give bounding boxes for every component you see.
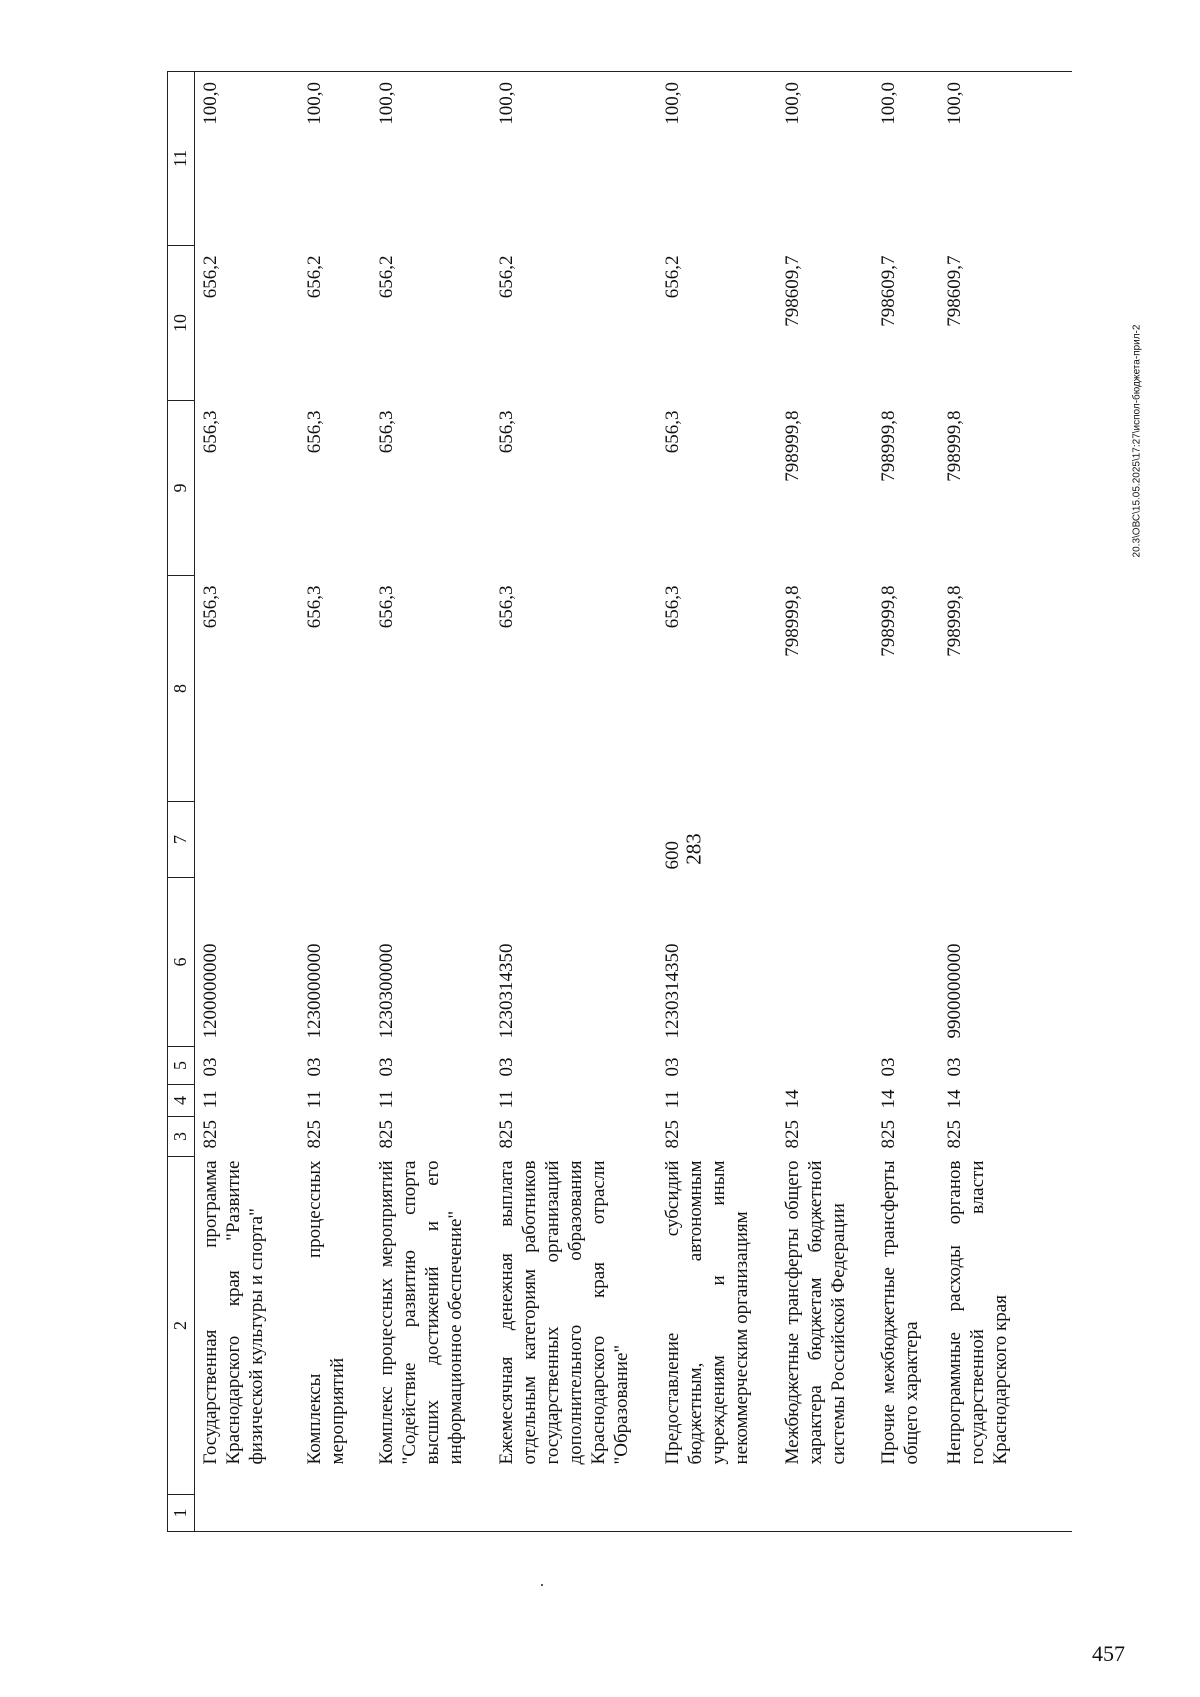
row-c11: 100,0 <box>195 72 299 246</box>
row-c4: 11 <box>303 1090 325 1109</box>
row-c9: 798999,8 <box>943 410 965 482</box>
row-c5: 03 <box>495 1057 517 1077</box>
row-c11: 100,0 <box>371 72 491 246</box>
table-row <box>371 72 491 1532</box>
row-c9: 656,3 <box>661 410 683 454</box>
page-number-top: 283 <box>681 833 706 865</box>
header-cell: 3 <box>168 1117 195 1157</box>
table-row <box>491 72 657 1532</box>
row-c10: 798609,7 <box>943 255 965 327</box>
row-c6: 1200000000 <box>200 943 221 1039</box>
header-cell: 11 <box>168 72 195 246</box>
row-c4: 11 <box>375 1090 397 1109</box>
row-c4: 11 <box>495 1090 517 1109</box>
row-c5: 03 <box>200 1057 221 1077</box>
header-cell: 7 <box>168 802 195 878</box>
row-c8: 798999,8 <box>943 585 965 657</box>
row-name: Межбюджетные трансферты общего характера бюджетам бюджетной системы Российской Федерации <box>781 1160 849 1465</box>
row-c10: 656,2 <box>303 255 325 299</box>
header-cell: 5 <box>168 1047 195 1085</box>
row-c3: 825 <box>495 1120 517 1149</box>
row-c4: 14 <box>781 1089 803 1109</box>
row-name: Государственная программа Краснодарского края "Развитие физической культуры и спорта" <box>200 1160 268 1465</box>
row-c6 <box>777 878 873 1047</box>
row-c4: 11 <box>661 1090 683 1109</box>
row-name: Прочие межбюджетные трансферты общего характера <box>877 1160 922 1465</box>
row-c7 <box>777 802 873 878</box>
row-c3: 825 <box>781 1120 803 1149</box>
row-c9: 656,3 <box>375 410 397 454</box>
header-cell: 6 <box>168 878 195 1047</box>
row-c5 <box>777 1047 873 1085</box>
margin-dot <box>541 1584 543 1586</box>
row-c6: 1230314350 <box>661 943 683 1039</box>
row-c8: 656,3 <box>495 585 517 629</box>
row-c7 <box>195 802 299 878</box>
row-c6: 1230000000 <box>303 943 325 1039</box>
row-c11: 100,0 <box>657 72 777 246</box>
table-row <box>299 72 371 1532</box>
row-c5: 03 <box>375 1057 397 1077</box>
table-row <box>939 72 1013 1532</box>
row-c5: 03 <box>877 1057 899 1077</box>
table-row <box>777 72 873 1532</box>
row-c4: 14 <box>943 1089 965 1109</box>
row-c6 <box>873 878 939 1047</box>
footer-file-path: 20.3\ОВС\15.05.2025\17:27\испол-бюджета-прил-2 <box>1131 324 1143 558</box>
row-c11: 100,0 <box>299 72 371 246</box>
table-row <box>873 72 939 1532</box>
row-name: Комплекс процессных мероприятий "Содействие развитию спорта высших достижений и его информационное обеспечение" <box>375 1160 467 1465</box>
row-c11: 100,0 <box>873 72 939 246</box>
blank-row <box>1012 72 1072 1532</box>
row-c5: 03 <box>303 1057 325 1077</box>
row-c10: 656,2 <box>495 255 517 299</box>
rotated-budget-table <box>167 72 1047 1532</box>
row-c7 <box>939 802 1013 878</box>
row-c7 <box>491 802 657 878</box>
row-c7: 600 <box>661 841 683 870</box>
header-row <box>168 72 195 1532</box>
row-c8: 656,3 <box>661 585 683 629</box>
row-c6: 9900000000 <box>943 943 965 1039</box>
row-c6: 1230300000 <box>375 943 397 1039</box>
row-c3: 825 <box>200 1120 221 1149</box>
table-row <box>657 72 777 1532</box>
row-name: Ежемесячная денежная выплата отдельным категориям работников государственных организаций дополнительного образования Краснодарского края отрасли "Образование" <box>495 1160 633 1465</box>
header-cell: 4 <box>168 1085 195 1117</box>
row-name: Предоставление субсидий бюджетным, автономным учреждениям и иным некоммерческим организациям <box>661 1160 753 1465</box>
row-c5: 03 <box>943 1057 965 1077</box>
header-cell: 8 <box>168 576 195 802</box>
table-row <box>195 72 299 1532</box>
row-c10: 656,2 <box>200 255 221 299</box>
row-c11: 100,0 <box>939 72 1013 246</box>
row-name: Комплексы процессных мероприятий <box>303 1160 348 1465</box>
row-c10: 798609,7 <box>781 255 803 327</box>
budget-table <box>167 71 1072 1532</box>
row-c10: 656,2 <box>661 255 683 299</box>
header-cell: 9 <box>168 401 195 576</box>
header-cell: 10 <box>168 246 195 401</box>
row-c9: 656,3 <box>303 410 325 454</box>
row-c5: 03 <box>661 1057 683 1077</box>
row-c9: 798999,8 <box>877 410 899 482</box>
row-c7 <box>371 802 491 878</box>
header-cell: 2 <box>168 1157 195 1495</box>
row-c4: 11 <box>200 1090 221 1109</box>
row-c8: 798999,8 <box>877 585 899 657</box>
row-c9: 656,3 <box>495 410 517 454</box>
row-c8: 798999,8 <box>781 585 803 657</box>
row-c8: 656,3 <box>303 585 325 629</box>
row-c9: 656,3 <box>200 410 221 454</box>
row-c3: 825 <box>877 1120 899 1149</box>
row-c4: 14 <box>877 1089 899 1109</box>
row-c7 <box>299 802 371 878</box>
row-c6: 1230314350 <box>495 943 517 1039</box>
header-cell: 1 <box>168 1495 195 1532</box>
row-c7 <box>873 802 939 878</box>
row-c8: 656,3 <box>200 585 221 629</box>
row-c3: 825 <box>943 1120 965 1149</box>
row-c11: 100,0 <box>777 72 873 246</box>
row-name: Непрограммные расходы органов государственной власти Краснодарского края <box>943 1160 1011 1465</box>
row-c9: 798999,8 <box>781 410 803 482</box>
row-c10: 656,2 <box>375 255 397 299</box>
page-number-bottom: 457 <box>1092 1641 1125 1666</box>
row-c11: 100,0 <box>491 72 657 246</box>
row-c3: 825 <box>375 1120 397 1149</box>
row-c10: 798609,7 <box>877 255 899 327</box>
row-c3: 825 <box>661 1120 683 1149</box>
row-c3: 825 <box>303 1120 325 1149</box>
row-c8: 656,3 <box>375 585 397 629</box>
